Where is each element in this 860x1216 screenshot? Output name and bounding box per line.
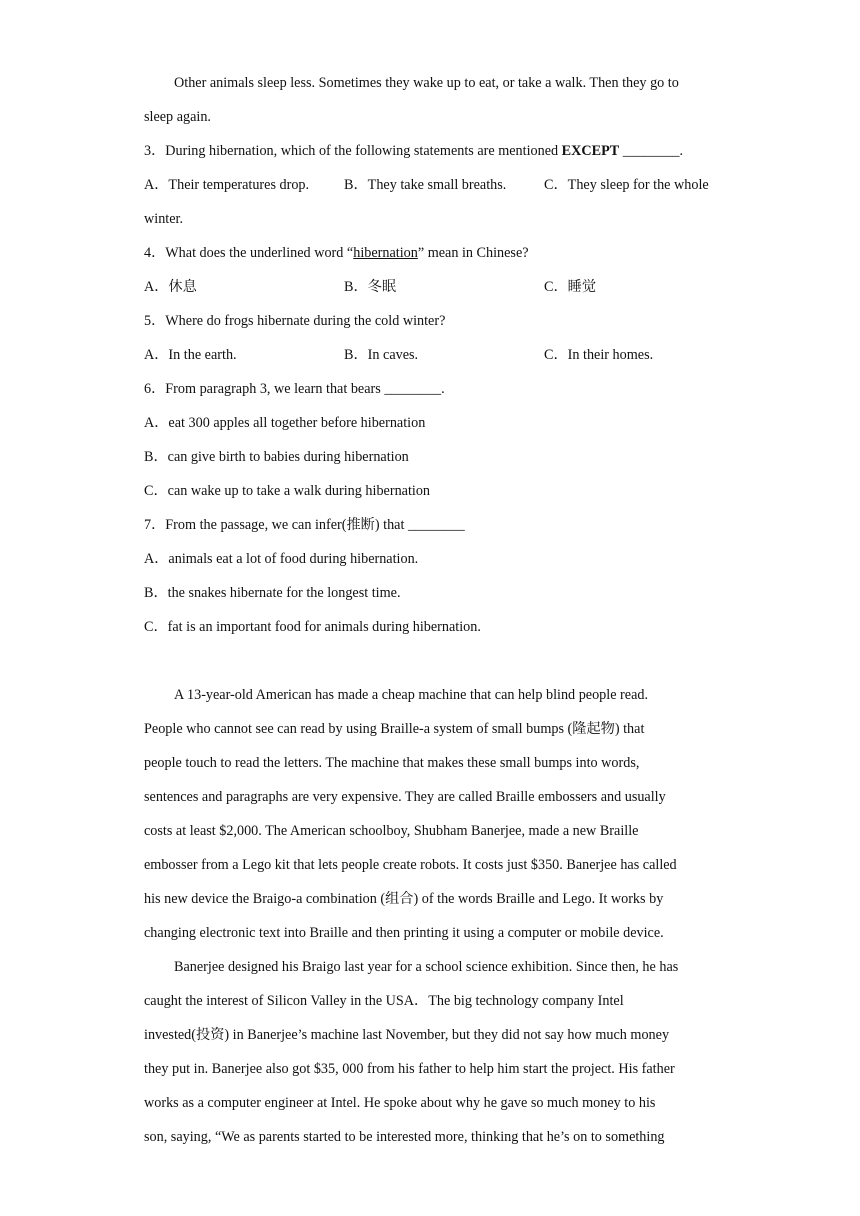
question-6-option-b: B．can give birth to babies during hibernation (144, 449, 409, 465)
question-4-stem-post: ” mean in Chinese? (417, 245, 529, 261)
question-4-option-a: A．休息 (144, 279, 197, 295)
question-7-option-c: C．fat is an important food for animals during hibernation. (144, 619, 481, 635)
question-5-option-c: C．In their homes. (544, 347, 654, 363)
question-6-option-c: C．can wake up to take a walk during hibernation (144, 483, 431, 499)
passage2-line: costs at least $2,000. The American schoolboy, Shubham Banerjee, made a new Braille (144, 823, 639, 839)
question-4-stem-pre: 4．What does the underlined word “ (144, 245, 354, 261)
passage2-line: works as a computer engineer at Intel. He spoke about why he gave so much money to his (144, 1095, 656, 1111)
passage2-line: caught the interest of Silicon Valley in the USA．The big technology company Intel (144, 993, 624, 1009)
passage2-line: changing electronic text into Braille and then printing it using a computer or mobile device. (144, 925, 664, 941)
section-gap (144, 644, 718, 678)
question-3-stem-post: ________. (619, 143, 684, 159)
question-3-option-a: A．Their temperatures drop. (144, 177, 310, 193)
question-3-stem (144, 134, 718, 168)
passage2-line: invested(投资) in Banerjee’s machine last November, but they did not say how much money (144, 1027, 670, 1043)
question-3-options (144, 168, 718, 202)
question-5-stem: 5．Where do frogs hibernate during the cold winter? (144, 313, 446, 329)
question-3-option-c-continued: winter. (144, 211, 184, 227)
question-5-option-b: B．In caves. (344, 347, 419, 363)
passage2-line: they put in. Banerjee also got $35, 000 from his father to help him start the project. His father (144, 1061, 675, 1077)
question-3-stem-bold: EXCEPT (561, 143, 620, 159)
passage1-line: Other animals sleep less. Sometimes they wake up to eat, or take a walk. Then they go to (174, 75, 679, 91)
question-4-options (144, 270, 718, 304)
question-3-option-b: B．They take small breaths. (344, 177, 507, 193)
question-5-options (144, 338, 718, 372)
passage2-line: embosser from a Lego kit that lets people create robots. It costs just $350. Banerjee has called (144, 857, 677, 873)
question-7-option-a: A．animals eat a lot of food during hibernation. (144, 551, 419, 567)
passage2-paragraph-2 (144, 950, 718, 1154)
question-6-option-a: A．eat 300 apples all together before hibernation (144, 415, 426, 431)
question-5-option-a: A．In the earth. (144, 347, 237, 363)
question-4-stem (144, 236, 718, 270)
passage2-line: A 13-year-old American has made a cheap machine that can help blind people read. (174, 687, 649, 703)
passage2-line: people touch to read the letters. The machine that makes these small bumps into words, (144, 755, 640, 771)
passage2-line: sentences and paragraphs are very expensive. They are called Braille embossers and usually (144, 789, 666, 805)
question-3-stem-pre: 3．During hibernation, which of the following statements are mentioned (144, 143, 562, 159)
document-page (144, 66, 718, 1154)
passage1-line: sleep again. (144, 109, 211, 125)
passage2-line: People who cannot see can read by using Braille-a system of small bumps (隆起物) that (144, 721, 645, 737)
question-4-option-b: B．冬眠 (344, 279, 397, 295)
passage2-paragraph-1 (144, 678, 718, 950)
passage2-line: son, saying, “We as parents started to be interested more, thinking that he’s on to something (144, 1129, 665, 1145)
passage2-line: his new device the Braigo-a combination (组合) of the words Braille and Lego. It works by (144, 891, 664, 907)
question-4-underlined-word: hibernation (353, 245, 418, 261)
question-7-option-b: B．the snakes hibernate for the longest time. (144, 585, 401, 601)
question-6-stem: 6．From paragraph 3, we learn that bears ________. (144, 381, 445, 397)
passage2-line: Banerjee designed his Braigo last year for a school science exhibition. Since then, he has (174, 959, 679, 975)
question-4-option-c: C．睡觉 (544, 279, 597, 295)
question-7-stem: 7．From the passage, we can infer(推断) that ________ (144, 517, 465, 533)
question-3-option-c: C．They sleep for the whole (544, 177, 709, 193)
